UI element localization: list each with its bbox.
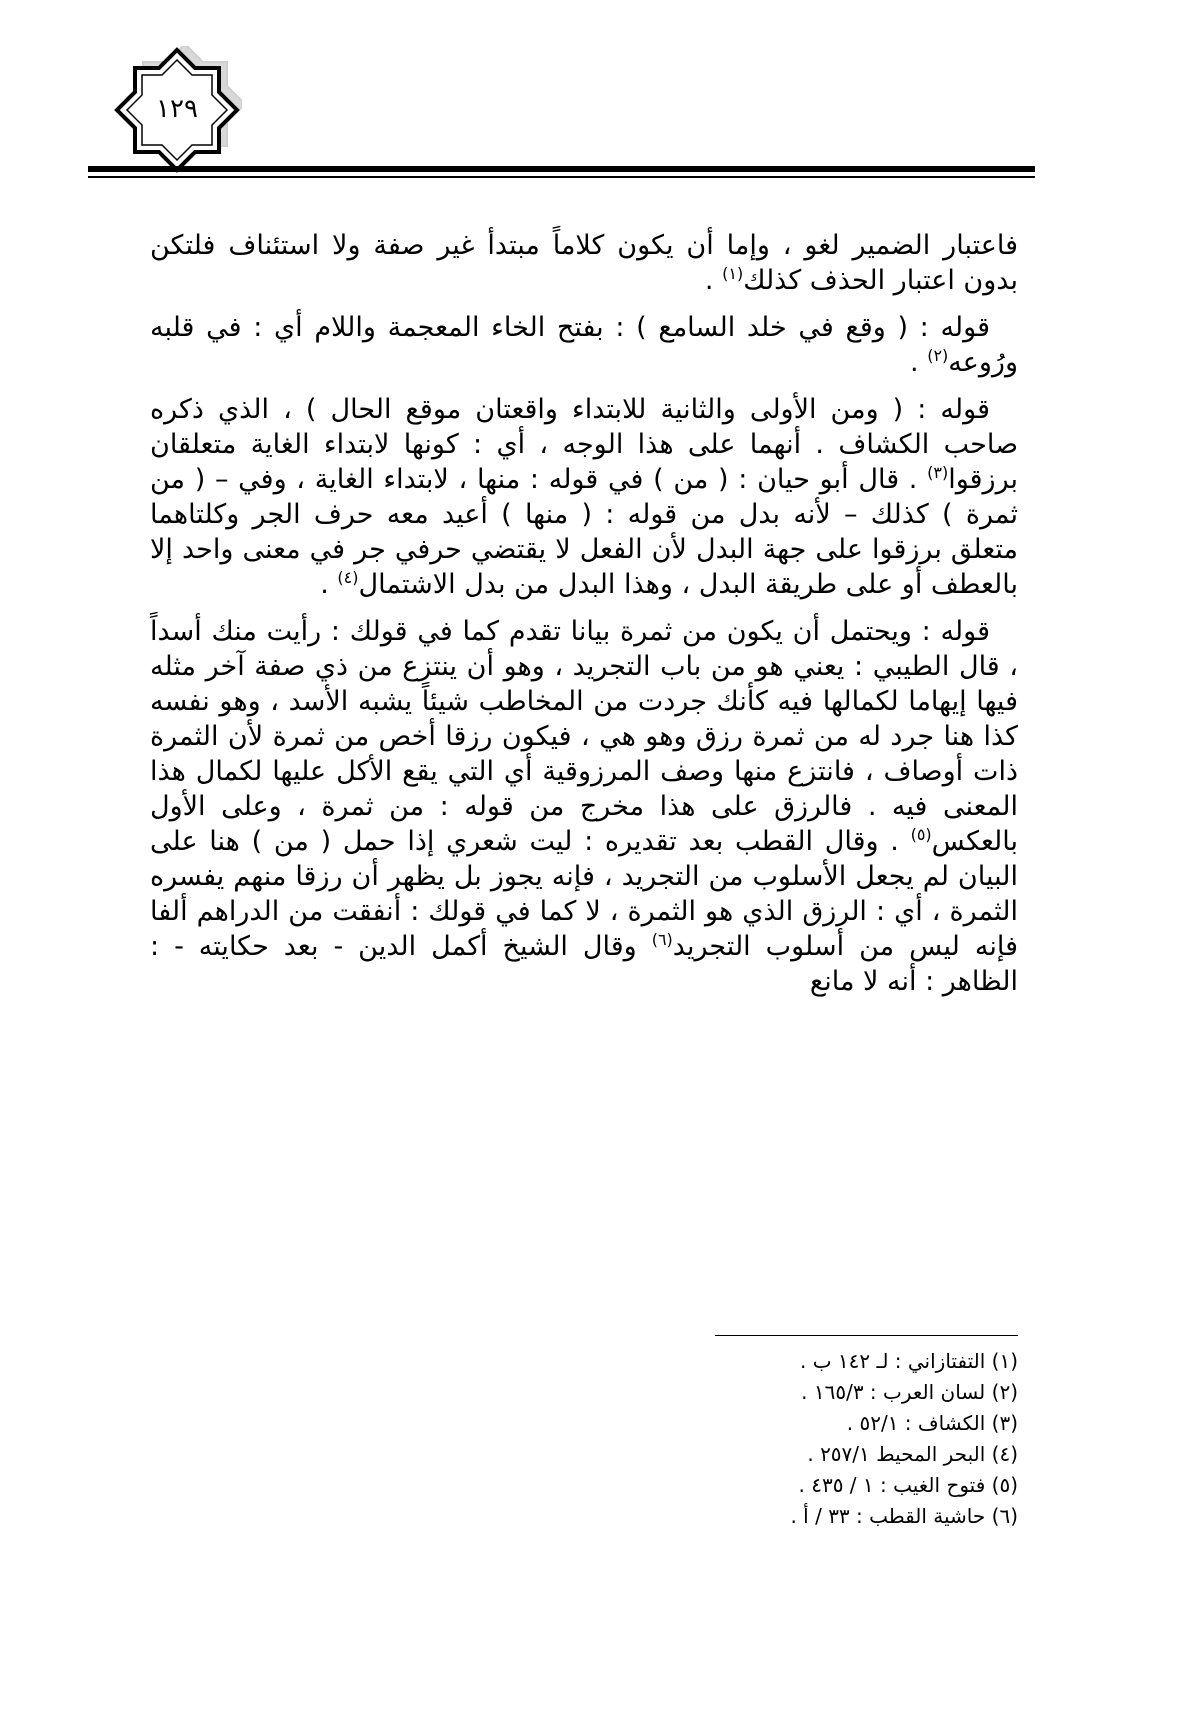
paragraph — [150, 228, 1018, 298]
header-rule — [88, 166, 1035, 172]
footnote-ref: (٦) — [651, 930, 673, 949]
footnote-ref: (٢) — [927, 346, 949, 365]
paragraph — [150, 310, 1018, 380]
footnote: (١) التفتازاني : لـ ١٤٢ ب . — [799, 1349, 1018, 1373]
paragraph-text: . قال أبو حيان : ( من ) في قوله : منها ، لابتداء الغاية ، وفي – ( من ثمرة ) كذلك – لأنه بدل من قوله : ( منها ) أعيد معه حرف الجر وكلتاهما متعلق برزقوا على جهة البدل لأن الفعل لا يقتضي حرفي جر في معنى واحد إلا بالعطف أو على طريقة البدل ، وهذا البدل من بدل الاشتمال — [150, 464, 1018, 600]
footnote-ref: (٥) — [910, 825, 932, 844]
paragraph-text: وقال الشيخ أكمل الدين - بعد حكايته - : الظاهر : أنه لا مانع — [150, 931, 1018, 997]
footnote: (٦) حاشية القطب : ٣٣ / أ . — [790, 1504, 1018, 1528]
paragraph-text: قوله : ( ومن الأولى والثانية للابتداء واقعتان موقع الحال ) ، الذي ذكره صاحب الكشاف . أنهما على هذا الوجه ، أي : كونها لابتداء الغاية متعلقان برزقوا — [150, 394, 1018, 495]
paragraph — [150, 392, 1018, 602]
footnote-ref: (٤) — [337, 568, 359, 587]
footnote-ref: (٣) — [927, 463, 949, 482]
footnote: (٤) البحر المحيط ٢٥٧/١ . — [807, 1442, 1018, 1466]
page-number-badge — [112, 46, 242, 176]
paragraph-text: . — [704, 265, 723, 296]
footnote-ref: (١) — [722, 264, 744, 283]
page-header — [0, 0, 1204, 190]
paragraph-text: فاعتبار الضمير لغو ، وإما أن يكون كلاماً مبتدأ غير صفة ولا استئناف فلتكن بدون اعتبار الحذف كذلك — [150, 230, 1018, 296]
footnotes — [600, 1346, 1018, 1532]
header-rule-thin — [88, 176, 1035, 178]
main-text — [150, 228, 1018, 1011]
footnote: (٣) الكشاف : ٥٢/١ . — [846, 1411, 1018, 1435]
paragraph-text: . — [910, 347, 928, 378]
paragraph — [150, 614, 1018, 999]
paragraph-text: . — [320, 569, 338, 600]
footnote: (٢) لسان العرب : ١٦٥/٣ . — [801, 1380, 1018, 1404]
paragraph-text: . وقال القطب بعد تقديره : ليت شعري إذا حمل ( من ) هنا على البيان لم يجعل الأسلوب من التجريد ، فإنه يجوز بل يظهر أن رزقا منهم يفسره الثمرة ، أي : الرزق الذي هو الثمرة ، لا كما في قولك : أنفقت من الدراهم ألفا فإنه ليس من أسلوب التجريد — [150, 826, 1018, 962]
footnote-separator — [715, 1335, 1018, 1336]
paragraph-text: قوله : ويحتمل أن يكون من ثمرة بيانا تقدم كما في قولك : رأيت منك أسداً ، قال الطيبي : يعني هو من باب التجريد ، وهو أن ينتزع من ذي صفة آخر مثله فيها إيهاما لكمالها فيه كأنك جردت من المخاطب شيئاً يشبه الأسد ، وهو نفسه كذا هنا جرد له من ثمرة رزق وهو هي ، فيكون رزقا أخص من ثمرة لأن الثمرة ذات أوصاف ، فانتزع منها وصف المرزوقية أي التي يقع الأكل عليها لكمال هذا المعنى فيه . فالرزق على هذا مخرج من قوله : من ثمرة ، وعلى الأول بالعكس — [150, 616, 1018, 857]
footnote: (٥) فتوح الغيب : ١ / ٤٣٥ . — [798, 1473, 1018, 1497]
page-number: ١٢٩ — [156, 94, 198, 124]
paragraph-text: قوله : ( وقع في خلد السامع ) : بفتح الخاء المعجمة واللام أي : في قلبه ورُوعه — [150, 312, 1018, 378]
